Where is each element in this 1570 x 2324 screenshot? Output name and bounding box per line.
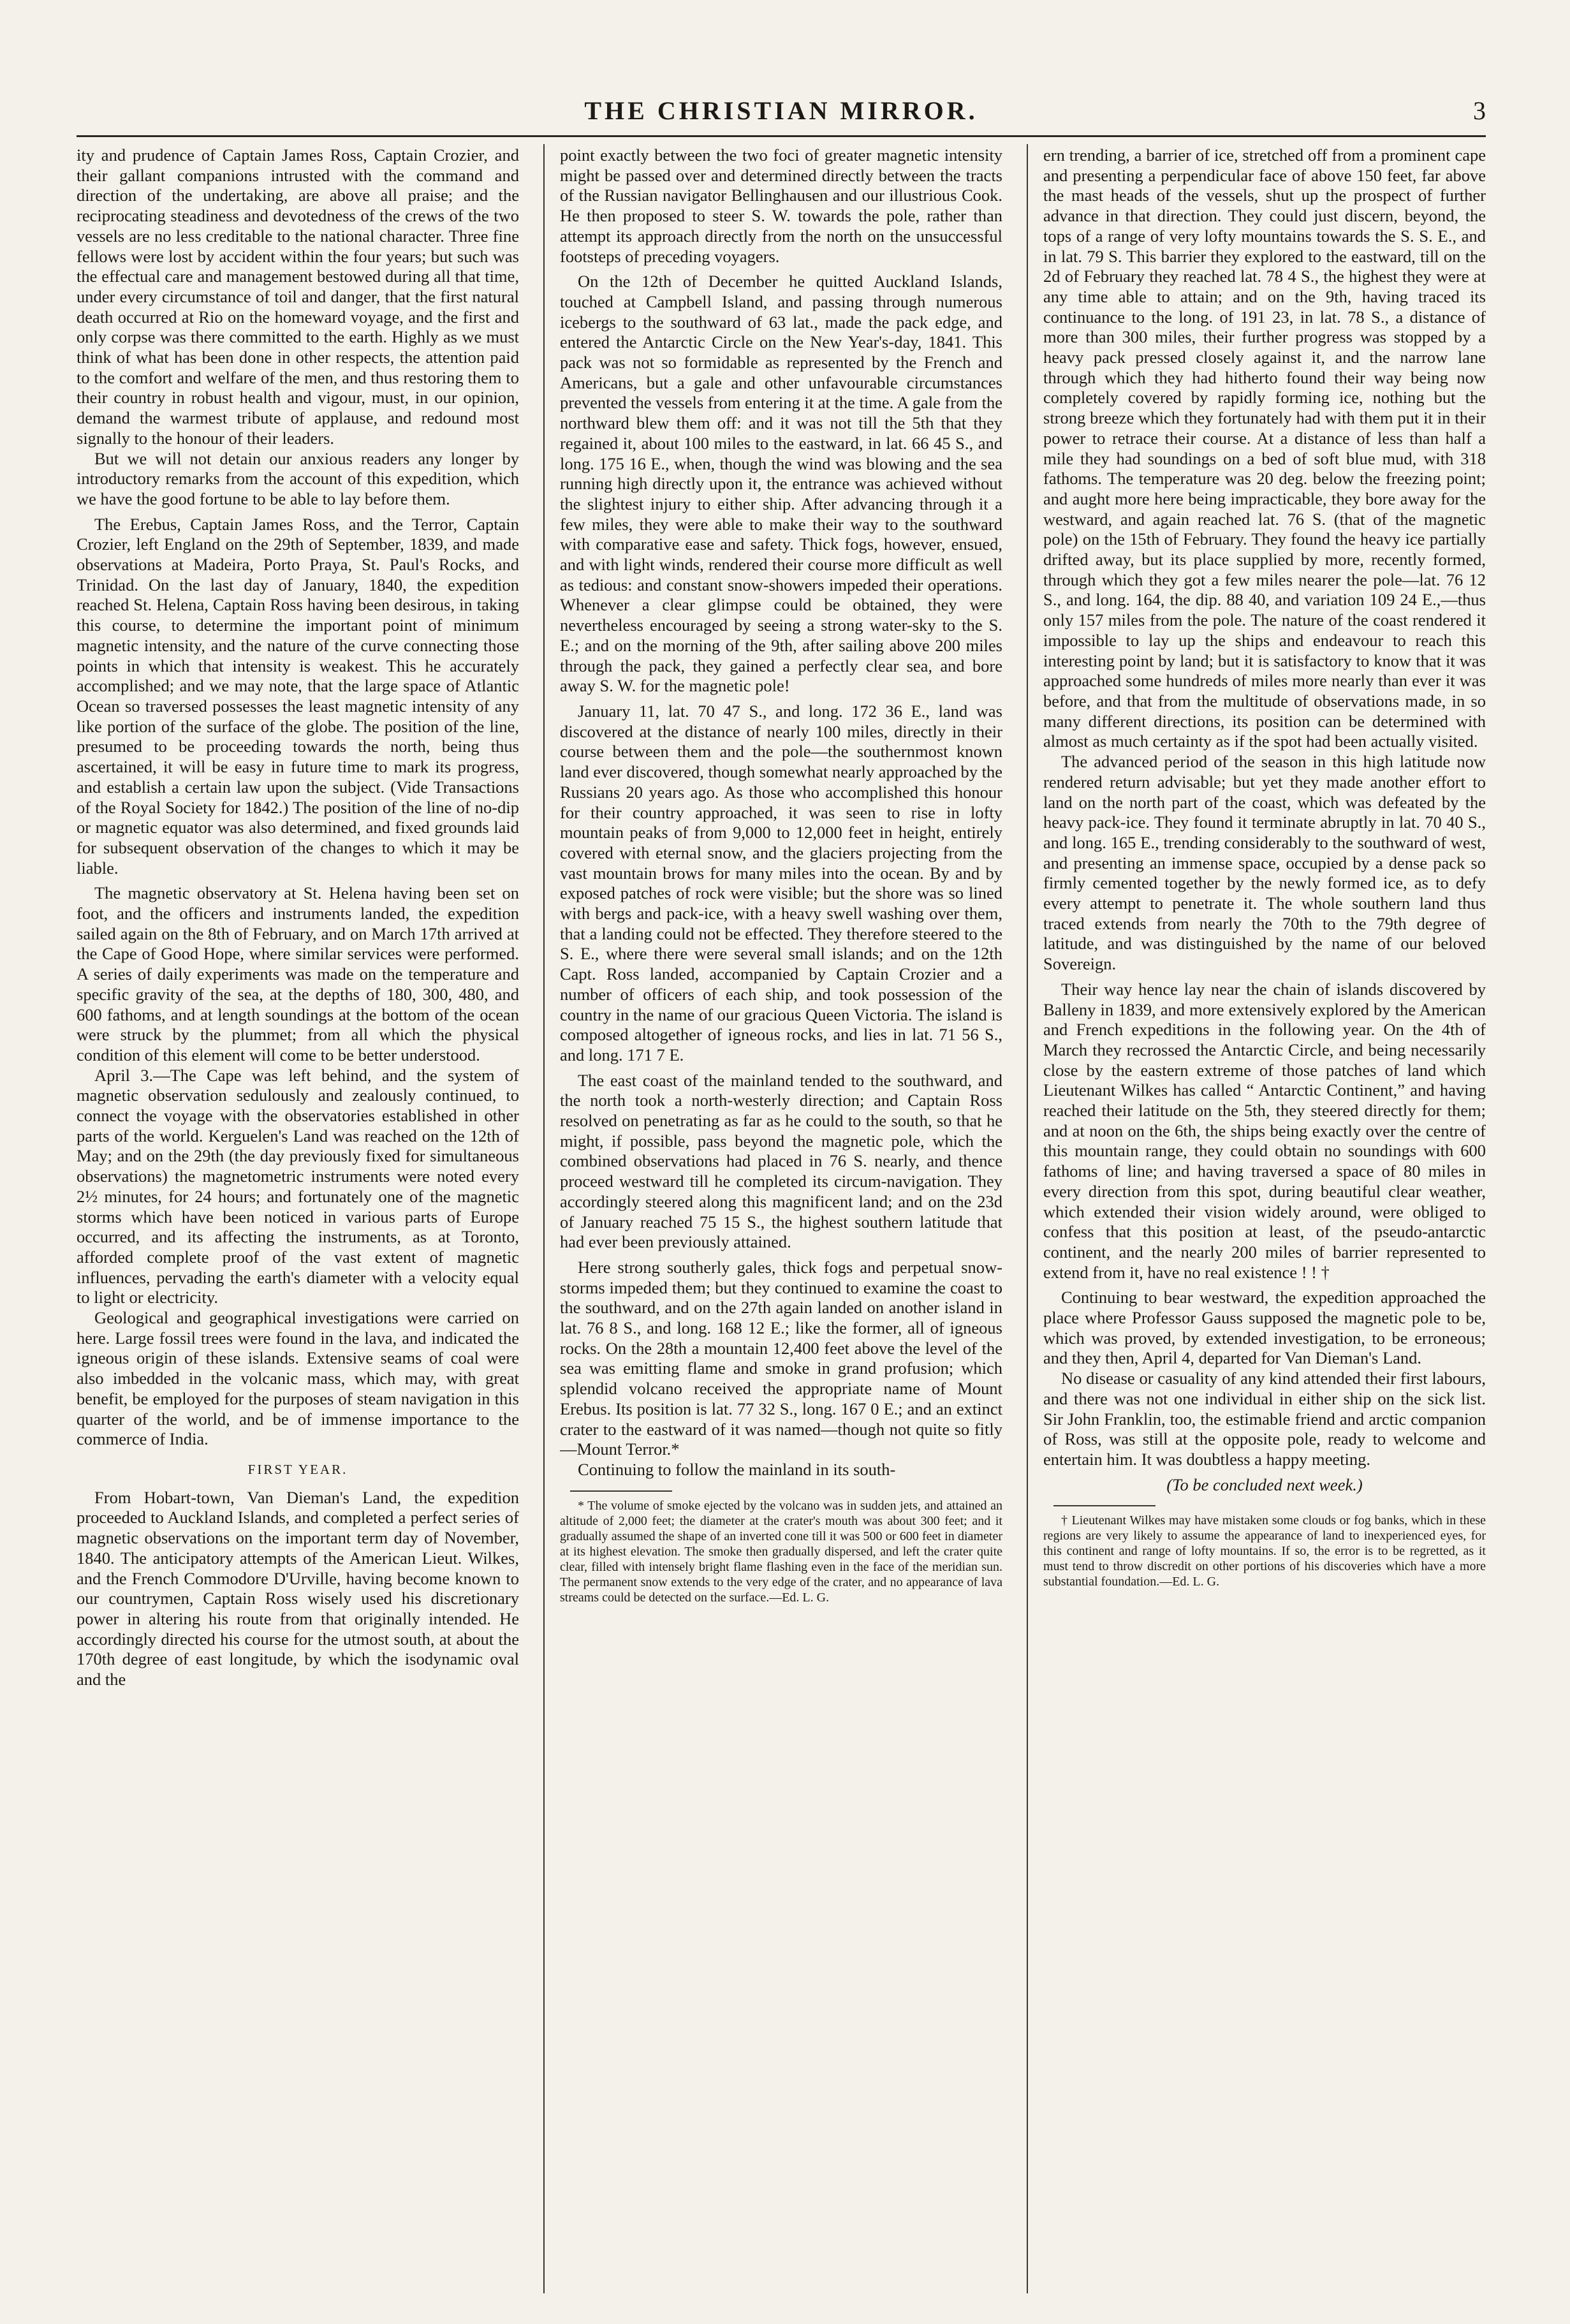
- article-paragraph: Continuing to follow the mainland in its south-: [578, 1460, 896, 1479]
- article-paragraph: The advanced period of the season in this high latitude now rendered return advisable; but yet they made another effort to land on the north part of the coast, which was defeated by the heavy pack-ice. They found it terminate abruptly in lat. 70 40 S., and long. 165 E., trending considerably to the southward of west, and presenting an immense space, occupied by a dense pack so firmly cemented together by the newly formed ice, as to defy every attempt to penetrate it. The whole southern land thus traced extends from nearly the 70th to the 79th degree of latitude, and was distinguished by the name of our beloved Sovereign.: [1043, 752, 1486, 974]
- footnote-rule: [1053, 1505, 1155, 1506]
- column-left: [77, 145, 519, 2288]
- article-paragraph: On the 12th of December he quitted Auckland Islands, touched at Campbell Island, and passing through numerous icebergs to the southward of 63 lat., made the pack edge, and entered the Antarctic Circle on the New Year's-day, 1841. This pack was not so formidable as represented by the French and Americans, but a gale and other unfavourable circumstances prevented the vessels from entering it at the time. A gale from the northward blew them off: and it was not till the 5th that they regained it, about 100 miles to the eastward, in lat. 66 45 S., and long. 175 16 E., when, though the wind was blowing and the sea running high directly upon it, the entrance was achieved without the slightest injury to either ship. After advancing through it a few miles, they were able to make their way to the southward with comparative ease and safety. Thick fogs, however, ensued, and with light winds, rendered their course more difficult as well as tedious: and constant snow-showers impeded their operations. Whenever a clear glimpse could be obtained, they were nevertheless encouraged by seeing a strong water-sky to the S. E.; and on the morning of the 9th, after sailing above 200 miles through the pack, they gained a perfectly clear sea, and bore away S. W. for the magnetic pole!: [560, 272, 1002, 696]
- header-rule: [77, 135, 1486, 137]
- masthead: [77, 96, 1486, 134]
- article-paragraph: Their way hence lay near the chain of islands discovered by Balleny in 1839, and more extensively explored by the American and French expeditions in the following year. On the 4th of March they recrossed the Antarctic Circle, and being necessarily close by the eastern extreme of those patches of land which Lieutenant Wilkes has called “ Antarctic Continent,” and having reached their latitude on the 5th, they steered directly for them; and at noon on the 6th, the ships being exactly over the centre of this mountain range, they could obtain no soundings with 600 fathoms of line; and having traversed a space of 80 miles in every direction from this spot, during beautiful clear weather, which extended their vision widely around, were obliged to confess that this position at least, of the pseudo-antarctic continent, and the nearly 200 miles of barrier represented to extend from it, have no real existence ! ! †: [1043, 979, 1486, 1282]
- article-paragraph: ern trending, a barrier of ice, stretched off from a prominent cape and presenting a perpendicular face of above 150 feet, far above the mast heads of the vessels, shut up the prospect of further advance in that direction. They could just discern, beyond, the tops of a range of very lofty mountains towards the S. S. E., and in lat. 79 S. This barrier they explored to the eastward, till on the 2d of February they reached lat. 78 4 S., the highest they were at any time able to attain; and on the 9th, having traced its continuance to the long. of 191 23, in lat. 78 S., a distance of more than 300 miles, their further progress was stopped by a heavy pack pressed closely against it, and the narrow lane through which they had hitherto found their way being now completely covered by rapidly forming ice, nothing but the strong breeze which they fortunately had with them put it in their power to retrace their course. At a distance of less than half a mile they had soundings on a bed of soft blue mud, with 318 fathoms. The temperature was 20 deg. below the freezing point; and aught more here being impracticable, they bore away for the westward, and again reached lat. 76 S. (that of the magnetic pole) on the 15th of February. They found the heavy ice partially drifted away, but its place supplied by more, recently formed, through which they got a few miles nearer the pole—lat. 76 12 S., and long. 164, the dip. 88 40, and variation 109 24 E.,—thus only 157 miles from the pole. The nature of the coast rendered it impossible to lay up the ships and endeavour to reach this interesting point by land; but it is satisfactory to know that it was approached some hundreds of miles more nearly than ever it was before, and that from the multitude of observations made, in so many different directions, its position can be determined with almost as much certainty as if the spot had been actually visited.: [1043, 145, 1486, 751]
- footnote: * The volume of smoke ejected by the volcano was in sudden jets, and attained an altitude of 2,000 feet; the diameter at the crater's mouth was about 300 feet; and it gradually assumed the shape of an inverted cone till it was 500 or 600 feet in diameter at its highest elevation. The smoke then gradually dispersed, and left the crater quite clear, filled with intensely bright flame flashing even in the face of the meridian sun. The permanent snow extends to the very edge of the crater, and no appearance of lava streams could be detected on the surface.—Ed. L. G.: [560, 1498, 1002, 1605]
- article-paragraph: The Erebus, Captain James Ross, and the Terror, Captain Crozier, left England on the 29th of September, 1839, and made observations at Madeira, Porto Praya, St. Paul's Rocks, and Trinidad. On the last day of January, 1840, the expedition reached St. Helena, Captain Ross having been desirous, in taking this course, to determine the important point of minimum magnetic intensity, and the nature of the curve connecting those points in which that intensity is weakest. This he accurately accomplished; and we may note, that the large space of Atlantic Ocean so traversed possesses the least magnetic intensity of any like portion of the surface of the globe. The position of the line, presumed to be proceeding towards the north, being thus ascertained, it will be easy in future time to mark its progress, and establish a certain law upon the subject. (Vide Transactions of the Royal Society for 1842.) The position of the line of no-dip or magnetic equator was also determined, and fixed grounds laid for subsequent observation of the changes to which it may be liable.: [77, 514, 519, 878]
- column-divider: [1027, 144, 1028, 2293]
- article-paragraph: Continuing to bear westward, the expedition approached the place where Professor Gauss supposed the magnetic pole to be, which was proved, by extended investigation, to be erroneous; and they then, April 4, departed for Van Dieman's Land.: [1043, 1288, 1486, 1368]
- article-paragraph: The east coast of the mainland tended to the southward, and the north took a north-westerly direction; and Captain Ross resolved on penetrating as far as he could to the south, so that he might, if possible, pass beyond the magnetic pole, which the combined observations had placed in 76 S. nearly, and thence proceed westward till he completed its circum-navigation. They accordingly steered along this magnificent land; and on the 23d of January reached 75 15 S., the highest southern latitude that had ever been previously attained.: [560, 1070, 1002, 1252]
- continued-notice: (To be concluded next week.): [1166, 1475, 1363, 1494]
- article-paragraph: April 3.—The Cape was left behind, and the system of magnetic observation sedulously and zealously continued, to connect the voyage with the observatories established in other parts of the world. Kerguelen's Land was reached on the 12th of May; and on the 29th (the day previously fixed for simultaneous observations) the magnetometric instruments were noted every 2½ minutes, for 24 hours; and fortunately one of the magnetic storms which have been noticed in various parts of Europe occurred, and its affecting the instruments, as at Toronto, afforded complete proof of the vast extent of magnetic influences, pervading the earth's diameter with a velocity equal to light or electricity.: [77, 1065, 519, 1307]
- footnote: † Lieutenant Wilkes may have mistaken some clouds or fog banks, which in these regions are very likely to assume the appearance of land to inexperienced eyes, for this continent and range of lofty mountains. If so, the error is to be regretted, as it must tend to throw discredit on other portions of his discoveries which have a more substantial foundation.—Ed. L. G.: [1043, 1513, 1486, 1589]
- page-number: 3: [1473, 96, 1486, 125]
- column-divider: [543, 144, 545, 2293]
- section-heading: FIRST YEAR.: [247, 1462, 348, 1477]
- article-paragraph: Here strong southerly gales, thick fogs and perpetual snow-storms impeded them; but they continued to examine the coast to the southward, and on the 27th again landed on another island in lat. 76 8 S., and long. 168 12 E.; like the former, all of igneous rocks. On the 28th a mountain 12,400 feet above the level of the sea was emitting flame and smoke in grand profusion; which splendid volcano received the appropriate name of Mount Erebus. Its position is lat. 77 32 S., long. 167 0 E.; and an extinct crater to the eastward of it was named—though not quite so fitly—Mount Terror.*: [560, 1257, 1002, 1459]
- footnote-rule: [570, 1490, 672, 1492]
- article-paragraph: But we will not detain our anxious readers any longer by introductory remarks from the account of this expedition, which we have the good fortune to be able to lay before them.: [77, 448, 519, 508]
- article-paragraph: From Hobart-town, Van Dieman's Land, the expedition proceeded to Auckland Islands, and completed a perfect series of magnetic observations on the important term day of November, 1840. The anticipatory attempts of the American Lieut. Wilkes, and the French Commodore D'Urville, having become known to our countrymen, Captain Ross wisely used his discretionary power in altering his route from that originally intended. He accordingly directed his course for the utmost south, at about the 170th degree of east longitude, by which the isodynamic oval and the: [77, 1487, 519, 1689]
- article-paragraph: point exactly between the two foci of greater magnetic intensity might be passed over and determined directly between the tracts of the Russian navigator Bellinghausen and our illustrious Cook. He then proposed to steer S. W. towards the pole, rather than attempt its approach directly from the north on the unsuccessful footsteps of preceding voyagers.: [560, 145, 1002, 266]
- newspaper-title: THE CHRISTIAN MIRROR.: [584, 96, 978, 125]
- article-paragraph: The magnetic observatory at St. Helena having been set on foot, and the officers and instruments landed, the expedition sailed again on the 8th of February, and on March 17th arrived at the Cape of Good Hope, where similar services were performed. A series of daily experiments was made on the temperature and specific gravity of the sea, at the depths of 180, 300, 480, and 600 fathoms, and at length soundings at the bottom of the ocean were struck by the plummet; from all which the physical condition of this element will come to be better understood.: [77, 883, 519, 1064]
- article-paragraph: ity and prudence of Captain James Ross, Captain Crozier, and their gallant companions intrusted with the command and direction of the undertaking, are above all praise; and the reciprocating steadiness and devotedness of the crews of the two vessels are no less creditable to the national character. Three fine fellows were lost by accident within the four years; but such was the effectual care and management bestowed during all that time, under every circumstance of toil and danger, that the first natural death occurred at Rio on the homeward voyage, and the first and only corpse was there committed to the earth. Highly as we must think of what has been done in other respects, the attention paid to the comfort and welfare of the men, and thus restoring them to their country in robust health and vigour, must, in our opinion, demand the warmest tribute of applause, and redound most signally to the honour of their leaders.: [77, 145, 519, 448]
- column-right: [1043, 145, 1486, 2288]
- article-paragraph: Geological and geographical investigations were carried on here. Large fossil trees were found in the lava, and indicated the igneous origin of these islands. Extensive seams of coal were also imbedded in the volcanic mass, which may, with great benefit, be employed for the purposes of steam navigation in this quarter of the world, and be of immense importance to the commerce of India.: [77, 1308, 519, 1449]
- article-paragraph: January 11, lat. 70 47 S., and long. 172 36 E., land was discovered at the distance of nearly 100 miles, directly in their course between them and the pole—the southernmost known land ever discovered, though somewhat nearly approached by the Russians 20 years ago. As those who accomplished this honour for their country approached, it was seen to rise in lofty mountain peaks of from 9,000 to 12,000 feet in height, entirely covered with eternal snow, and the glaciers projecting from the vast mountain brows for many miles into the ocean. By and by exposed patches of rock were visible; but the shore was so lined with bergs and pack-ice, with a heavy swell washing over them, that a landing could not be effected. They therefore steered to the S. E., where there were several small islands; and on the 12th Capt. Ross landed, accompanied by Captain Crozier and a number of officers of each ship, and took possession of the country in the name of our gracious Queen Victoria. The island is composed altogether of igneous rocks, and lies in lat. 71 56 S., and long. 171 7 E.: [560, 701, 1002, 1064]
- column-middle: [560, 145, 1002, 2288]
- article-paragraph: No disease or casuality of any kind attended their first labours, and there was not one individual in either ship on the sick list. Sir John Franklin, too, the estimable friend and arctic companion of Ross, was still at the opposite pole, ready to welcome and entertain him. It was doubtless a happy meeting.: [1043, 1369, 1486, 1469]
